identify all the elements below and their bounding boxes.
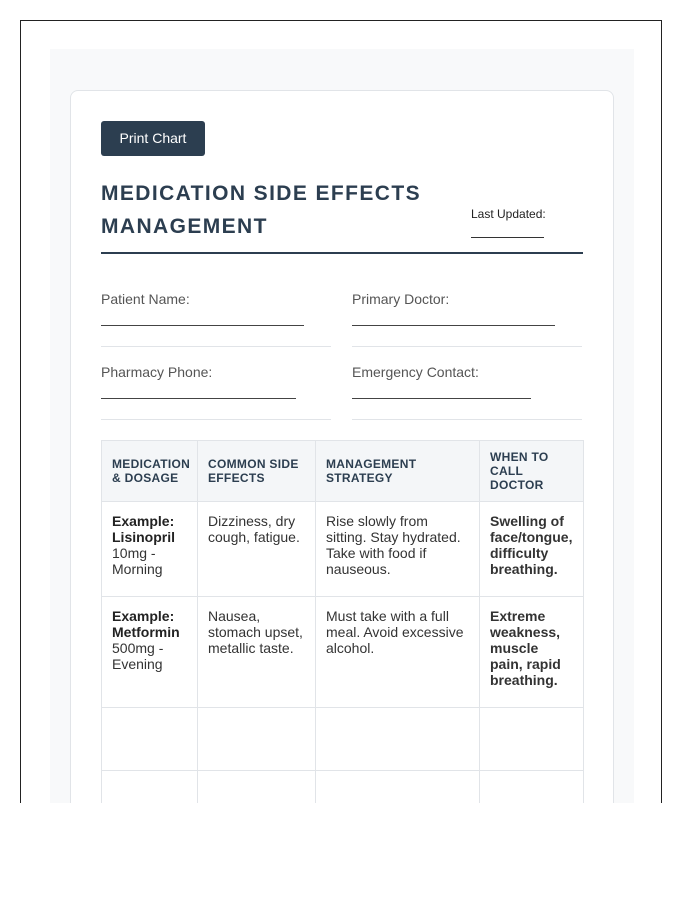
empty-cell[interactable]	[480, 708, 584, 771]
empty-cell[interactable]	[102, 771, 198, 804]
call-doctor-cell[interactable]: Swelling of face/tongue, difficulty breathing.	[480, 502, 584, 597]
medication-name: Example: Lisinopril	[112, 513, 175, 545]
call-doctor-cell[interactable]: Extreme weakness, muscle pain, rapid breathing.	[480, 597, 584, 708]
chart-card	[70, 90, 614, 803]
table-row	[102, 771, 584, 804]
emergency-contact-label: Emergency Contact:	[352, 364, 479, 380]
empty-cell[interactable]	[198, 708, 316, 771]
empty-cell[interactable]	[198, 771, 316, 804]
empty-cell[interactable]	[480, 771, 584, 804]
column-header-medication: MEDICATION & DOSAGE	[102, 441, 198, 502]
emergency-contact-blank-line[interactable]	[352, 398, 531, 399]
table-header-row	[102, 441, 584, 502]
side-effects-cell[interactable]: Dizziness, dry cough, fatigue.	[198, 502, 316, 597]
strategy-cell[interactable]: Must take with a full meal. Avoid excessive alcohol.	[316, 597, 480, 708]
column-header-call-doctor: WHEN TO CALL DOCTOR	[480, 441, 584, 502]
patient-name-label: Patient Name:	[101, 291, 190, 307]
medication-dosage: 10mg - Morning	[112, 545, 163, 577]
column-header-strategy: MANAGEMENT STRATEGY	[316, 441, 480, 502]
medication-cell[interactable]	[102, 502, 198, 597]
pharmacy-phone-label: Pharmacy Phone:	[101, 364, 213, 380]
patient-name-blank-line[interactable]	[101, 325, 304, 326]
column-header-side-effects: COMMON SIDE EFFECTS	[198, 441, 316, 502]
page-title: MEDICATION SIDE EFFECTS MANAGEMENT	[101, 182, 421, 238]
strategy-cell[interactable]: Rise slowly from sitting. Stay hydrated. Take with food if nauseous.	[316, 502, 480, 597]
medication-dosage: 500mg - Evening	[112, 640, 164, 672]
last-updated-label: Last Updated:	[471, 207, 546, 221]
empty-cell[interactable]	[316, 708, 480, 771]
browser-viewport	[20, 20, 662, 803]
pharmacy-phone-blank-line[interactable]	[101, 398, 296, 399]
print-chart-button[interactable]: Print Chart	[101, 121, 205, 156]
table-row	[102, 502, 584, 597]
title-divider	[101, 252, 583, 254]
primary-doctor-field[interactable]	[352, 291, 582, 347]
medication-table	[101, 440, 584, 803]
emergency-contact-field[interactable]	[352, 364, 582, 420]
medication-name: Example: Metformin	[112, 608, 180, 640]
medication-cell[interactable]	[102, 597, 198, 708]
primary-doctor-blank-line[interactable]	[352, 325, 555, 326]
pharmacy-phone-field[interactable]	[101, 364, 331, 420]
side-effects-cell[interactable]: Nausea, stomach upset, metallic taste.	[198, 597, 316, 708]
empty-cell[interactable]	[102, 708, 198, 771]
table-row	[102, 597, 584, 708]
table-row	[102, 708, 584, 771]
last-updated-blank-line[interactable]	[471, 237, 544, 238]
patient-name-field[interactable]	[101, 291, 331, 347]
primary-doctor-label: Primary Doctor:	[352, 291, 450, 307]
empty-cell[interactable]	[316, 771, 480, 804]
